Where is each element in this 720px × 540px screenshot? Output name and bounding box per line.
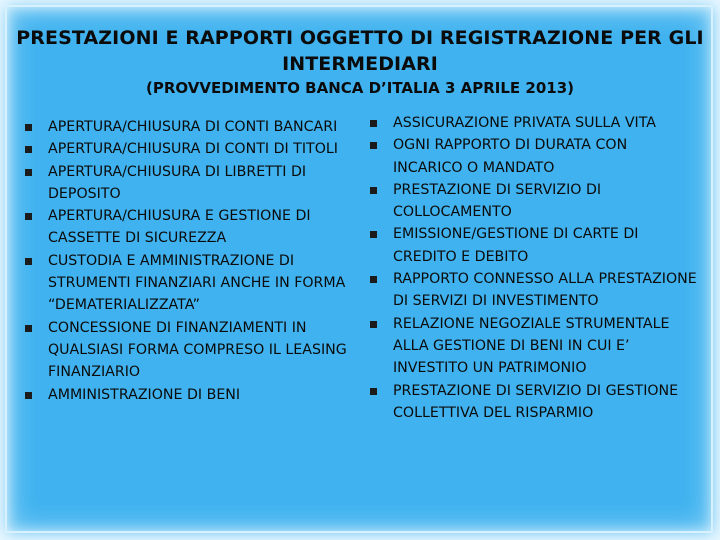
square-bullet-icon <box>370 321 377 328</box>
list-item <box>365 179 700 224</box>
square-bullet-icon <box>25 325 32 332</box>
list-item <box>365 268 700 313</box>
square-bullet-icon <box>25 169 32 176</box>
list-item-text: APERTURA/CHIUSURA DI LIBRETTI DI DEPOSITO <box>48 163 307 202</box>
square-bullet-icon <box>370 231 377 238</box>
slide-title: PRESTAZIONI E RAPPORTI OGGETTO DI REGISTRAZIONE PER GLI INTERMEDIARI <box>16 27 704 75</box>
list-item-text: RELAZIONE NEGOZIALE STRUMENTALE ALLA GESTIONE DI BENI IN CUI E’ INVESTITO UN PATRIMONIO <box>393 315 670 377</box>
right-bullet-list <box>365 112 700 424</box>
list-item-text: OGNI RAPPORTO DI DURATA CON INCARICO O MANDATO <box>393 137 628 176</box>
list-item <box>365 380 700 425</box>
list-item <box>365 112 700 134</box>
list-item-text: RAPPORTO CONNESSO ALLA PRESTAZIONE DI SERVIZI DI INVESTIMENTO <box>393 271 697 310</box>
list-item <box>20 250 350 317</box>
square-bullet-icon <box>370 142 377 149</box>
list-item <box>365 223 700 268</box>
left-bullet-list <box>20 116 350 406</box>
list-item <box>20 116 350 138</box>
list-item-text: APERTURA/CHIUSURA DI CONTI DI TITOLI <box>48 141 338 158</box>
list-item-text: AMMINISTRAZIONE DI BENI <box>48 386 241 403</box>
square-bullet-icon <box>370 388 377 395</box>
list-item-text: APERTURA/CHIUSURA DI CONTI BANCARI <box>48 119 338 135</box>
square-bullet-icon <box>25 258 32 265</box>
square-bullet-icon <box>25 392 32 399</box>
list-item-text: CONCESSIONE DI FINANZIAMENTI IN QUALSIASI FORMA COMPRESO IL LEASING FINANZIARIO <box>48 319 347 381</box>
list-item <box>20 138 350 160</box>
list-item <box>365 134 700 179</box>
list-item-text: PRESTAZIONE DI SERVIZIO DI GESTIONE COLLETTIVA DEL RISPARMIO <box>393 382 679 421</box>
square-bullet-icon <box>370 276 377 283</box>
list-item-text: EMISSIONE/GESTIONE DI CARTE DI CREDITO E DEBITO <box>393 226 639 265</box>
list-item <box>20 205 350 250</box>
slide-subtitle: (PROVVEDIMENTO BANCA D’ITALIA 3 APRILE 2013) <box>145 79 574 97</box>
list-item-text: CUSTODIA E AMMINISTRAZIONE DI STRUMENTI FINANZIARI ANCHE IN FORMA “DEMATERIALIZZATA” <box>48 252 346 314</box>
list-item <box>20 384 350 406</box>
list-item-text: PRESTAZIONE DI SERVIZIO DI COLLOCAMENTO <box>393 181 602 221</box>
list-item-text: APERTURA/CHIUSURA E GESTIONE DI CASSETTE DI SICUREZZA <box>48 208 311 247</box>
list-item <box>20 161 350 206</box>
list-item <box>365 313 700 380</box>
square-bullet-icon <box>25 146 32 153</box>
square-bullet-icon <box>370 187 377 194</box>
square-bullet-icon <box>370 120 377 127</box>
list-item <box>20 317 350 384</box>
square-bullet-icon <box>25 213 32 220</box>
square-bullet-icon <box>25 124 32 131</box>
list-item-text: ASSICURAZIONE PRIVATA SULLA VITA <box>393 115 657 131</box>
